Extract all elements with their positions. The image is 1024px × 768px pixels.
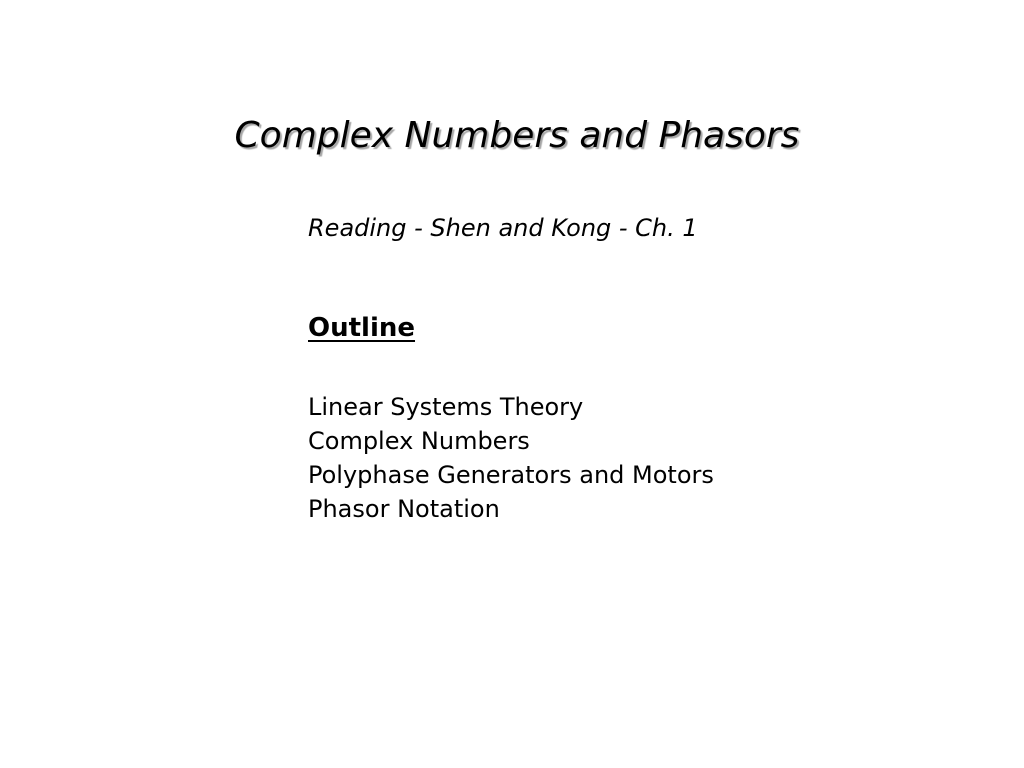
outline-item: Complex Numbers — [308, 427, 530, 455]
reading-reference: Reading - Shen and Kong - Ch. 1 — [308, 214, 698, 242]
outline-list — [308, 390, 714, 526]
outline-item: Polyphase Generators and Motors — [308, 461, 714, 489]
outline-item: Phasor Notation — [308, 495, 500, 523]
outline-heading: Outline — [308, 313, 416, 343]
outline-item: Linear Systems Theory — [308, 393, 584, 421]
slide-title: Complex Numbers and Phasors — [234, 115, 800, 156]
